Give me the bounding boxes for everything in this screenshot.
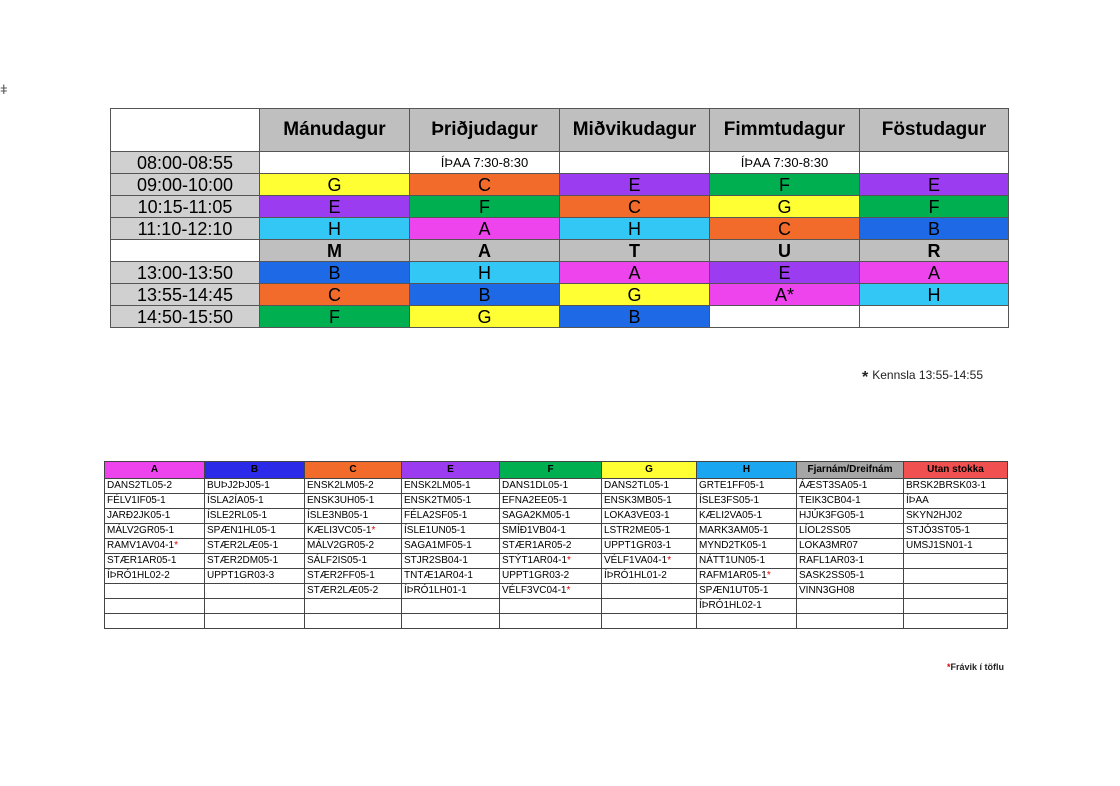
deviation-star: * [174,540,178,551]
course-code-cell: KÆLI2VA05-1 [697,509,797,524]
block-header: B [205,462,305,479]
course-row [105,509,1008,524]
class-block-cell: F [860,196,1009,218]
class-block-cell: B [260,262,410,284]
time-slot-row [111,306,1009,328]
course-code-cell: UMSJ1SN01-1 [904,539,1008,554]
course-code-cell: STÆR2LÆ05-1 [205,539,305,554]
course-code-cell: ÁÆST3SA05-1 [797,479,904,494]
course-code-cell: MYND2TK05-1 [697,539,797,554]
class-block-cell: C [710,218,860,240]
course-code-cell: ÍÞRÓ1HL02-1 [697,599,797,614]
course-code-cell [602,599,697,614]
timetable-header-row [111,109,1009,152]
course-row [105,539,1008,554]
course-code-cell: UPPT1GR03-2 [500,569,602,584]
course-code-cell: LOKA3VE03-1 [602,509,697,524]
course-code-cell [904,554,1008,569]
course-code: RAFM1AR05-1 [699,570,767,581]
course-code-cell: STJR2SB04-1 [402,554,500,569]
course-code-cell [904,584,1008,599]
course-code-cell: LSTR2ME05-1 [602,524,697,539]
time-slot-row [111,218,1009,240]
time-slot-row [111,174,1009,196]
course-code-cell [105,584,205,599]
course-code-cell: DANS2TL05-1 [602,479,697,494]
course-code: STÝT1AR04-1 [502,555,568,566]
course-code-cell: EFNA2EE05-1 [500,494,602,509]
course-code-cell: DANS1DL05-1 [500,479,602,494]
course-code-cell: NÁTT1UN05-1 [697,554,797,569]
class-block-cell: A [860,262,1009,284]
course-header-row [105,462,1008,479]
course-code: RAMV1AV04-1 [107,540,175,551]
course-code-cell [904,569,1008,584]
time-slot-label: 09:00-10:00 [111,174,260,196]
deviation-star: * [766,570,771,581]
course-code-cell [500,554,602,569]
legend-text: Frávik í töflu [950,662,1004,672]
class-block-cell: E [710,262,860,284]
course-row [105,584,1008,599]
course-code-cell [402,599,500,614]
course-code-cell: FÉLA2SF05-1 [402,509,500,524]
day-header: Þriðjudagur [410,109,560,152]
block-header: C [305,462,402,479]
course-code-cell [305,614,402,629]
time-slot-row [111,284,1009,306]
timetable-footnote [862,368,983,387]
course-code-cell: STÆR2FF05-1 [305,569,402,584]
course-code-cell: ENSK2LM05-2 [305,479,402,494]
course-code-cell: ÍÞRÓ1HL01-2 [602,569,697,584]
class-block-cell [560,152,710,174]
weekly-timetable [110,108,1009,328]
course-code-cell: VINN3GH08 [797,584,904,599]
deviation-star: * [567,555,571,566]
course-row [105,569,1008,584]
course-code-cell [500,599,602,614]
time-slot-row [111,262,1009,284]
class-block-cell: E [860,174,1009,196]
course-code-cell: ÍSLA2ÍA05-1 [205,494,305,509]
day-header: Mánudagur [260,109,410,152]
course-code-cell: TEIK3CB04-1 [797,494,904,509]
course-code-cell [105,599,205,614]
lunch-letter: R [860,240,1009,262]
class-block-cell: G [710,196,860,218]
course-code-cell: SPÆN1UT05-1 [697,584,797,599]
class-block-cell: A* [710,284,860,306]
course-code-cell: BUÞJ2ÞJ05-1 [205,479,305,494]
course-code-cell: ENSK2LM05-1 [402,479,500,494]
block-header: H [697,462,797,479]
course-code-cell [697,569,797,584]
course-code-cell: GRTE1FF05-1 [697,479,797,494]
footnote-text: Kennsla 13:55-14:55 [872,368,983,382]
course-code-cell: TNTÆ1AR04-1 [402,569,500,584]
course-row [105,524,1008,539]
course-code-cell: ÍSLE3NB05-1 [305,509,402,524]
time-slot-label: 14:50-15:50 [111,306,260,328]
course-code-cell: JARÐ2JK05-1 [105,509,205,524]
course-code-cell [105,539,205,554]
day-header: Miðvikudagur [560,109,710,152]
course-code-cell [602,614,697,629]
time-slot-label: 11:10-12:10 [111,218,260,240]
course-code-cell: STÆR1AR05-1 [105,554,205,569]
course-code-cell: ÍÞRÓ1HL02-2 [105,569,205,584]
time-slot-row [111,196,1009,218]
course-code-cell: LOKA3MR07 [797,539,904,554]
course-code-cell: STJÓ3ST05-1 [904,524,1008,539]
block-header: E [402,462,500,479]
lunch-letter: T [560,240,710,262]
class-block-cell: ÍÞAA 7:30-8:30 [710,152,860,174]
deviation-star: * [566,585,571,596]
course-code-cell: MÁLV2GR05-2 [305,539,402,554]
deviation-legend [947,662,1004,672]
class-block-cell: B [860,218,1009,240]
header-corner [111,109,260,152]
course-code-cell: STÆR1AR05-2 [500,539,602,554]
class-block-cell: G [410,306,560,328]
class-block-cell: C [560,196,710,218]
class-block-cell: ÍÞAA 7:30-8:30 [410,152,560,174]
course-code-cell: ENSK2TM05-1 [402,494,500,509]
course-block-table [104,461,1008,629]
time-slot-row [111,152,1009,174]
course-code-cell: ÍÞAA [904,494,1008,509]
time-slot-label: 13:00-13:50 [111,262,260,284]
class-block-cell: B [560,306,710,328]
block-header: F [500,462,602,479]
class-block-cell: A [410,218,560,240]
course-code-cell: SASK2SS05-1 [797,569,904,584]
class-block-cell [860,152,1009,174]
course-code-cell: SAGA2KM05-1 [500,509,602,524]
class-block-cell: H [410,262,560,284]
course-code-cell: ÍÞRÓ1LH01-1 [402,584,500,599]
class-block-cell: F [710,174,860,196]
class-block-cell: A [560,262,710,284]
day-header: Föstudagur [860,109,1009,152]
block-header: Utan stokka [904,462,1008,479]
course-code-cell [305,524,402,539]
class-block-cell: E [260,196,410,218]
legend-star: * [946,662,951,672]
course-code-cell: SPÆN1HL05-1 [205,524,305,539]
course-code-cell: BRSK2BRSK03-1 [904,479,1008,494]
lunch-row [111,240,1009,262]
course-code: VÉLF1VA04-1 [604,555,668,566]
class-block-cell [860,306,1009,328]
class-block-cell: B [410,284,560,306]
course-code-cell: HJÚK3FG05-1 [797,509,904,524]
footnote-star: * [862,369,869,386]
time-slot-label: 08:00-08:55 [111,152,260,174]
class-block-cell: F [260,306,410,328]
course-code-cell [602,584,697,599]
course-code-cell: SKYN2HJ02 [904,509,1008,524]
class-block-cell: H [560,218,710,240]
course-code-cell: ÍSLE1UN05-1 [402,524,500,539]
class-block-cell [260,152,410,174]
course-row [105,614,1008,629]
course-code-cell [402,614,500,629]
class-block-cell: G [260,174,410,196]
course-row [105,494,1008,509]
course-code-cell [205,599,305,614]
lunch-letter: A [410,240,560,262]
time-slot-label: 10:15-11:05 [111,196,260,218]
course-code-cell: SAGA1MF05-1 [402,539,500,554]
class-block-cell [710,306,860,328]
course-code-cell: LÍOL2SS05 [797,524,904,539]
course-code-cell: STÆR2LÆ05-2 [305,584,402,599]
course-row [105,554,1008,569]
course-code-cell: UPPT1GR03-1 [602,539,697,554]
time-slot-label [111,240,260,262]
class-block-cell: G [560,284,710,306]
class-block-cell: H [260,218,410,240]
course-code: KÆLI3VC05-1 [307,525,372,536]
course-code-cell: ÍSLE2RL05-1 [205,509,305,524]
course-code-cell [797,614,904,629]
course-code-cell: SMÍÐ1VB04-1 [500,524,602,539]
course-code-cell: SÁLF2IS05-1 [305,554,402,569]
course-code: VÉLF3VC04-1 [502,585,567,596]
deviation-star: * [371,525,376,536]
block-header: A [105,462,205,479]
course-code-cell [500,584,602,599]
course-row [105,479,1008,494]
course-code-cell [904,599,1008,614]
course-code-cell: MARK3AM05-1 [697,524,797,539]
course-code-cell [205,584,305,599]
lunch-letter: U [710,240,860,262]
corner-mark: ǂ [0,82,8,97]
day-header: Fimmtudagur [710,109,860,152]
course-code-cell [500,614,602,629]
block-header: Fjarnám/Dreifnám [797,462,904,479]
course-code-cell: ÍSLE3FS05-1 [697,494,797,509]
time-slot-label: 13:55-14:45 [111,284,260,306]
course-code-cell [305,599,402,614]
class-block-cell: C [260,284,410,306]
class-block-cell: F [410,196,560,218]
course-code-cell: STÆR2DM05-1 [205,554,305,569]
course-code-cell: MÁLV2GR05-1 [105,524,205,539]
class-block-cell: H [860,284,1009,306]
lunch-letter: M [260,240,410,262]
course-code-cell [697,614,797,629]
course-code-cell: RAFL1AR03-1 [797,554,904,569]
course-code-cell [205,614,305,629]
course-code-cell: UPPT1GR03-3 [205,569,305,584]
block-header: G [602,462,697,479]
course-row [105,599,1008,614]
deviation-star: * [667,555,672,566]
course-code-cell: FÉLV1IF05-1 [105,494,205,509]
class-block-cell: E [560,174,710,196]
course-code-cell [904,614,1008,629]
course-code-cell [602,554,697,569]
course-code-cell [105,614,205,629]
course-code-cell: DANS2TL05-2 [105,479,205,494]
course-code-cell [797,599,904,614]
class-block-cell: C [410,174,560,196]
course-code-cell: ENSK3MB05-1 [602,494,697,509]
course-code-cell: ENSK3UH05-1 [305,494,402,509]
